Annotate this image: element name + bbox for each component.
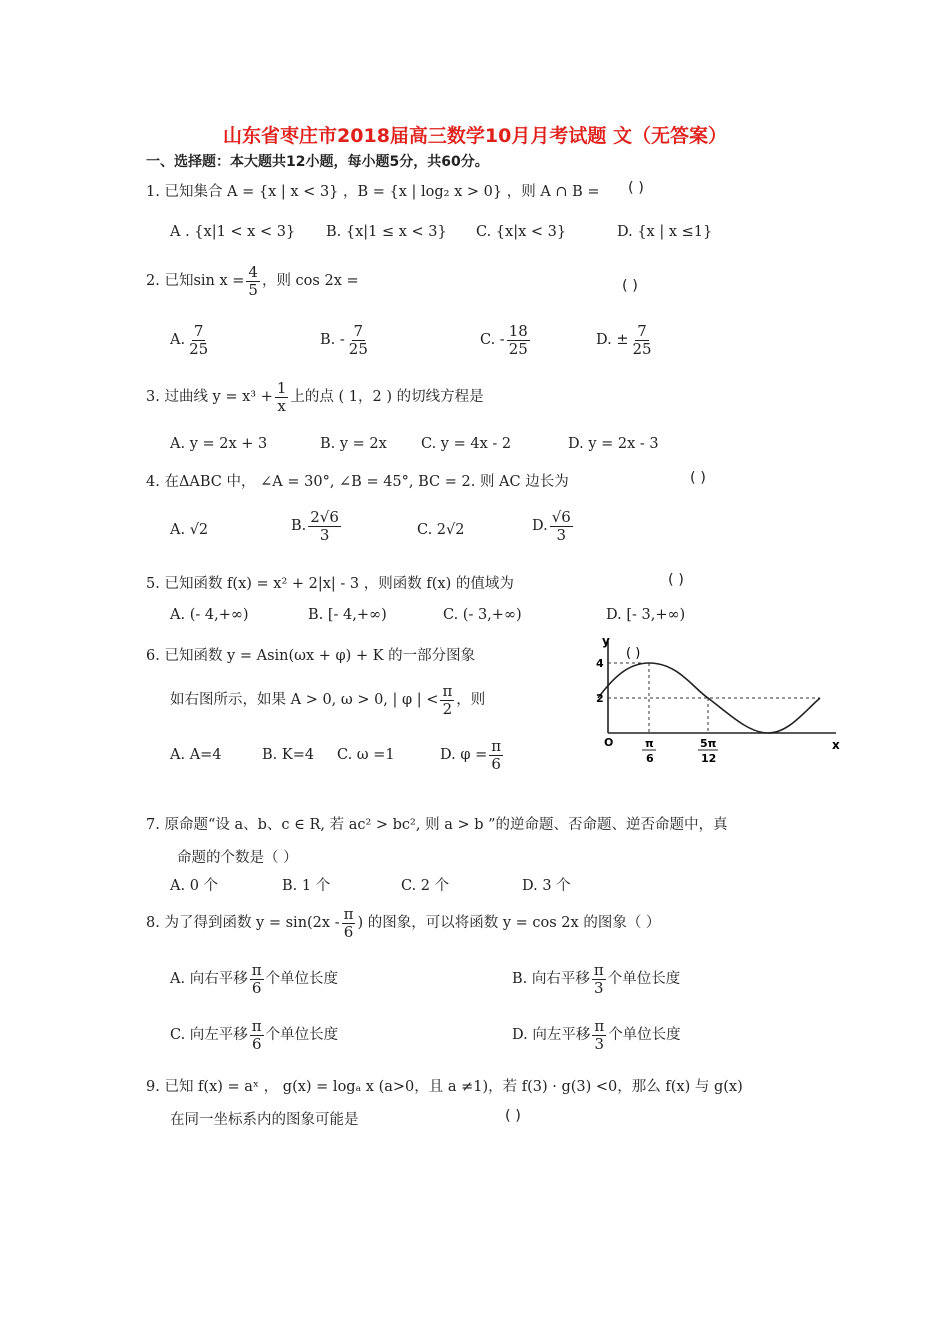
question-4-option-d xyxy=(532,509,575,543)
option-label: B. xyxy=(291,518,307,534)
question-6-option-c: C. ω =1 xyxy=(337,747,395,763)
fraction-numerator: π xyxy=(251,961,262,979)
fraction-denominator: 25 xyxy=(508,339,528,358)
option-fraction xyxy=(347,323,370,357)
fraction-numerator: 18 xyxy=(508,322,528,340)
fraction-denominator: 6 xyxy=(251,1034,262,1053)
question-4-stem: 4. 在ΔABC 中， ∠A = 30°, ∠B = 45°, BC = 2. 则 AC 边长为 xyxy=(146,474,569,490)
option-fraction xyxy=(630,323,653,357)
option-prefix: D. 向左平移 xyxy=(512,1027,591,1043)
fraction-denominator: 25 xyxy=(189,339,209,358)
page-title: 山东省枣庄市2018届高三数学10月月考试题 文（无答案） xyxy=(223,125,727,147)
fraction-denominator: x xyxy=(277,396,286,415)
option-prefix: B. 向右平移 xyxy=(512,971,590,987)
fraction-numerator: 1 xyxy=(276,379,287,397)
option-fraction xyxy=(550,509,573,543)
fraction-numerator: π xyxy=(491,737,502,755)
fraction-denominator: 3 xyxy=(556,525,567,544)
fraction-denominator: 25 xyxy=(348,339,368,358)
condition-pre: 如右图所示，如果 A > 0, ω > 0, | φ | < xyxy=(170,692,439,708)
question-5-answer-paren: ( ) xyxy=(668,572,684,588)
question-8-stem-pre: 8. 为了得到函数 y = sin(2x - xyxy=(146,915,340,931)
question-4-option-a: A. √2 xyxy=(170,522,209,538)
option-suffix: 个单位长度 xyxy=(265,1027,339,1043)
sine-curve xyxy=(598,663,820,733)
fraction-denominator: 6 xyxy=(251,978,262,997)
question-8-option-c xyxy=(170,1018,338,1052)
x-axis-label: x xyxy=(832,738,840,752)
fraction-numerator: √6 xyxy=(551,508,571,526)
question-6-condition xyxy=(170,683,485,717)
question-5-option-b: B. [- 4,+∞) xyxy=(308,607,387,623)
option-prefix: A. 向右平移 xyxy=(170,971,248,987)
question-9-stem: 9. 已知 f(x) = aˣ ， g(x) = logₐ x (a>0，且 a ≠1)，若 f(3) · g(3) <0，那么 f(x) 与 g(x) xyxy=(146,1079,743,1095)
option-fraction xyxy=(250,962,264,996)
question-3-option-c: C. y = 4x - 2 xyxy=(421,436,512,452)
question-7-stem: 7. 原命题“设 a、b、c ∈ R, 若 ac² > bc², 则 a > b ”的逆命题、否命题、逆否命题中，真 xyxy=(146,817,728,833)
question-2-stem-post: ，则 cos 2x = xyxy=(261,273,359,289)
question-2-option-c xyxy=(480,323,532,357)
condition-fraction xyxy=(440,683,454,717)
fraction-numerator: 7 xyxy=(353,322,364,340)
question-7-option-c: C. 2 个 xyxy=(401,878,450,894)
y-tick-4: 4 xyxy=(596,657,604,670)
option-label: A. xyxy=(170,332,186,348)
question-5-option-d: D. [- 3,+∞) xyxy=(606,607,686,623)
option-label: D. ± xyxy=(596,332,629,348)
graph-answer-paren: ( ) xyxy=(626,646,641,661)
question-3-stem-post: 上的点 ( 1，2 ) 的切线方程是 xyxy=(290,389,484,405)
origin-label: O xyxy=(604,736,614,749)
question-6-stem: 6. 已知函数 y = Asin(ωx + φ) + K 的一部分图象 xyxy=(146,648,476,664)
x-tick-5pi12-denominator: 12 xyxy=(701,752,717,765)
x-tick-5pi12-numerator: 5π xyxy=(700,737,717,750)
y-axis-label: y xyxy=(602,634,610,648)
question-1-stem: 1. 已知集合 A = {x | x < 3} ，B = {x | log₂ x > 0} ，则 A ∩ B = xyxy=(146,184,600,200)
y-tick-2: 2 xyxy=(596,692,604,705)
option-suffix: 个单位长度 xyxy=(265,971,339,987)
question-8-stem xyxy=(146,906,660,940)
question-7-stem-line2: 命题的个数是（ ） xyxy=(177,850,298,866)
question-4-option-c: C. 2√2 xyxy=(417,522,465,538)
question-2-stem-pre: 2. 已知sin x = xyxy=(146,273,245,289)
question-2-answer-paren: ( ) xyxy=(622,278,638,294)
section-heading: 一、选择题：本大题共12小题，每小题5分，共60分。 xyxy=(146,154,489,170)
fraction-numerator: 2√6 xyxy=(310,508,339,526)
question-2-option-a xyxy=(170,323,212,357)
fraction-denominator: 25 xyxy=(632,339,652,358)
question-3-fraction xyxy=(275,380,289,414)
option-fraction xyxy=(592,1018,606,1052)
question-2-option-b xyxy=(320,323,372,357)
fraction-denominator: 3 xyxy=(594,1034,605,1053)
question-8-option-d xyxy=(512,1018,681,1052)
fraction-numerator: π xyxy=(594,1017,605,1035)
option-label: D. φ = xyxy=(440,747,488,763)
question-2-fraction xyxy=(246,264,260,298)
option-fraction xyxy=(187,323,210,357)
question-6-option-d xyxy=(440,738,505,772)
fraction-numerator: π xyxy=(593,961,604,979)
fraction-numerator: 7 xyxy=(193,322,204,340)
option-label: D. xyxy=(532,518,548,534)
fraction-denominator: 6 xyxy=(343,922,354,941)
question-7-option-a: A. 0 个 xyxy=(170,878,219,894)
fraction-denominator: 5 xyxy=(248,280,258,299)
fraction-numerator: 4 xyxy=(248,263,258,281)
question-1-option-a: A . {x|1 < x < 3} xyxy=(170,224,296,240)
question-2-option-d xyxy=(596,323,656,357)
question-3-option-b: B. y = 2x xyxy=(320,436,387,452)
option-fraction xyxy=(592,962,606,996)
fraction-denominator: 2 xyxy=(442,699,453,718)
option-suffix: 个单位长度 xyxy=(607,971,681,987)
question-3-option-d: D. y = 2x - 3 xyxy=(568,436,659,452)
question-6-graph xyxy=(588,633,844,778)
question-3-stem xyxy=(146,380,484,414)
x-tick-pi6-numerator: π xyxy=(645,737,654,750)
question-8-option-b xyxy=(512,962,680,996)
question-2-stem xyxy=(146,264,359,298)
option-fraction xyxy=(489,738,503,772)
question-1-answer-paren: ( ) xyxy=(628,180,644,196)
option-label: B. - xyxy=(320,332,345,348)
option-suffix: 个单位长度 xyxy=(608,1027,681,1043)
question-5-option-a: A. (- 4,+∞) xyxy=(170,607,249,623)
question-9-answer-paren: ( ) xyxy=(505,1108,521,1124)
question-4-option-b xyxy=(291,509,343,543)
fraction-numerator: π xyxy=(343,905,354,923)
question-6-option-a: A. A=4 xyxy=(170,747,222,763)
fraction-numerator: π xyxy=(251,1017,262,1035)
question-9-stem-line2: 在同一坐标系内的图象可能是 xyxy=(170,1112,359,1128)
question-5-option-c: C. (- 3,+∞) xyxy=(443,607,522,623)
question-1-option-c: C. {x|x < 3} xyxy=(476,224,567,240)
x-tick-pi6-denominator: 6 xyxy=(646,752,654,765)
option-fraction xyxy=(507,323,530,357)
fraction-denominator: 6 xyxy=(491,754,501,773)
question-4-answer-paren: ( ) xyxy=(690,470,706,486)
question-8-stem-post: ) 的图象，可以将函数 y = cos 2x 的图象（ ） xyxy=(357,915,661,931)
option-label: C. - xyxy=(480,332,505,348)
question-5-stem: 5. 已知函数 f(x) = x² + 2|x| - 3 ，则函数 f(x) 的值域为 xyxy=(146,576,514,592)
fraction-denominator: 3 xyxy=(319,525,330,544)
option-prefix: C. 向左平移 xyxy=(170,1027,248,1043)
option-fraction xyxy=(250,1018,264,1052)
question-8-option-a xyxy=(170,962,338,996)
option-fraction xyxy=(308,509,341,543)
fraction-numerator: 7 xyxy=(637,322,647,340)
question-3-stem-pre: 3. 过曲线 y = x³ + xyxy=(146,389,273,405)
question-1-option-b: B. {x|1 ≤ x < 3} xyxy=(326,224,447,240)
question-1-option-d: D. {x | x ≤1} xyxy=(617,224,713,240)
question-7-option-b: B. 1 个 xyxy=(282,878,331,894)
sinusoid-graph-svg xyxy=(588,633,844,778)
question-8-fraction xyxy=(342,906,356,940)
condition-post: ，则 xyxy=(456,692,486,708)
question-6-option-b: B. K=4 xyxy=(262,747,315,763)
fraction-denominator: 3 xyxy=(594,978,604,997)
fraction-numerator: π xyxy=(442,682,453,700)
question-7-option-d: D. 3 个 xyxy=(522,878,571,894)
question-3-option-a: A. y = 2x + 3 xyxy=(170,436,268,452)
